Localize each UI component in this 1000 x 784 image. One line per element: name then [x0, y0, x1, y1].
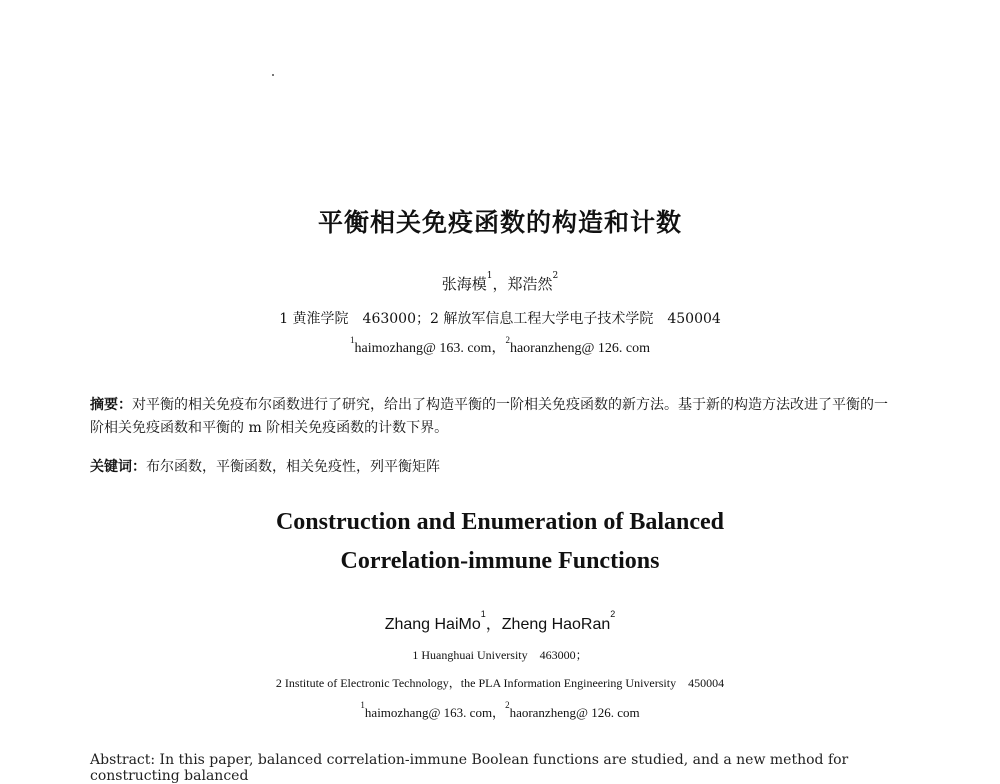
english-affiliation-2: 2 Institute of Electronic Technology，the PLA Information Engineering University 450004	[275, 676, 725, 690]
author-2-en: Zheng HaoRan	[501, 616, 611, 633]
email-2-cn-sup: 2	[505, 335, 510, 345]
chinese-authors	[0, 273, 1000, 294]
keywords-text: 布尔函数，平衡函数，相关免疫性，列平衡矩阵	[146, 459, 440, 475]
abstract-label: 摘要：	[90, 397, 132, 413]
keywords-label: 关键词：	[90, 459, 146, 475]
chinese-emails	[0, 337, 1000, 357]
email-2-en-sup: 2	[505, 700, 510, 710]
author-1-cn: 张海模	[441, 275, 487, 293]
chinese-abstract	[90, 394, 890, 440]
author-1-en: Zhang HaiMo	[384, 616, 481, 633]
email-1-cn: haimozhang@ 163. com，	[354, 341, 506, 356]
email-1-en: haimozhang@ 163. com，	[364, 705, 506, 720]
english-affiliation-1: 1 Huanghuai University 463000；	[412, 648, 588, 662]
author-1-cn-sup: 1	[486, 271, 493, 281]
scan-speck	[272, 74, 274, 76]
abstract-text: 对平衡的相关免疫布尔函数进行了研究，给出了构造平衡的一阶相关免疫函数的新方法。基于新的构造方法改进了平衡的一阶相关免疫函数和平衡的 m 阶相关免疫函数的计数下界。	[90, 397, 888, 436]
author-separator-en: ，	[485, 616, 502, 633]
author-1-en-sup: 1	[480, 609, 486, 619]
author-2-cn-sup: 2	[552, 271, 559, 281]
english-title-line-1: Construction and Enumeration of Balanced	[275, 509, 725, 535]
email-2-cn: haoranzheng@ 126. com	[509, 341, 650, 356]
author-2-en-sup: 2	[610, 609, 616, 619]
cut-off-english-abstract-line: Abstract: In this paper, balanced correlation-immune Boolean functions are studied, and a new method for constructing balanced	[90, 752, 849, 784]
email-1-en-sup: 1	[360, 700, 365, 710]
english-emails	[0, 702, 1000, 721]
email-2-en: haoranzheng@ 126. com	[509, 705, 640, 720]
author-2-cn: 郑浩然	[507, 275, 553, 293]
english-authors	[0, 611, 1000, 634]
email-1-cn-sup: 1	[350, 335, 355, 345]
chinese-title: 平衡相关免疫函数的构造和计数	[317, 208, 682, 237]
chinese-affiliations: 1 黄淮学院 463000；2 解放军信息工程大学电子技术学院 450004	[279, 311, 721, 327]
chinese-keywords	[90, 456, 890, 479]
english-title-line-2: Correlation-immune Functions	[340, 548, 660, 574]
author-separator-cn: ，	[492, 275, 508, 293]
